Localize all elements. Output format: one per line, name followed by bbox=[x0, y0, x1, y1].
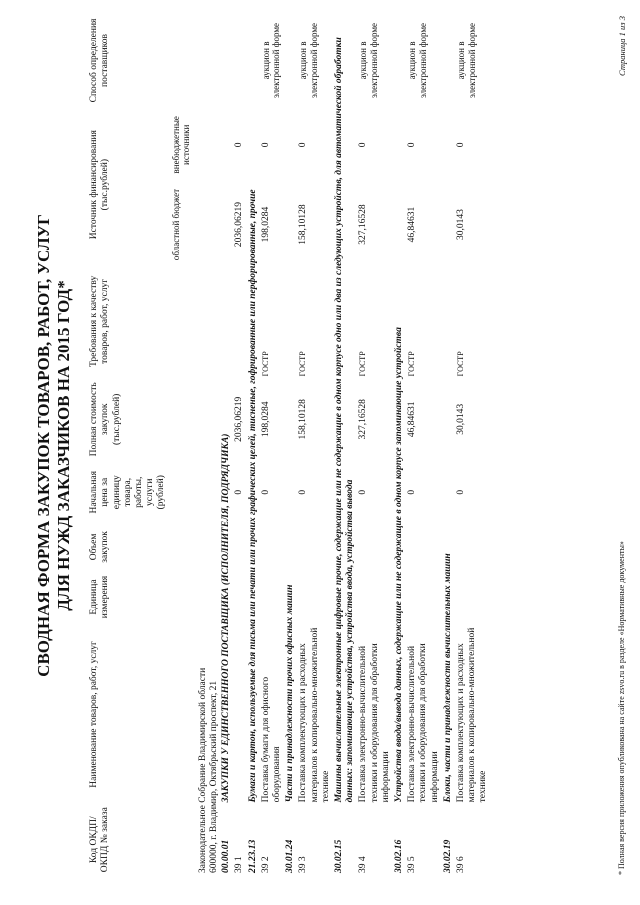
org-address-row bbox=[209, 16, 220, 875]
item-requirements: ГОСТР bbox=[407, 351, 417, 377]
group-heading-row bbox=[284, 16, 297, 875]
unit-cell bbox=[406, 570, 442, 625]
item-requirements: ГОСТР bbox=[358, 351, 368, 377]
item-regional: 46,84631 bbox=[407, 206, 418, 243]
unit-cell bbox=[260, 570, 284, 625]
group-title: Части и принадлежности прочих офисных машин bbox=[285, 584, 296, 803]
header-total: Полная стоимость закупок (тыс.рублей) bbox=[89, 382, 122, 457]
table-subheader-row bbox=[170, 16, 198, 875]
item-regional: 30,0143 bbox=[456, 209, 466, 240]
item-price: 0 bbox=[260, 489, 271, 495]
group-heading-row bbox=[333, 16, 357, 875]
group-heading-row bbox=[393, 16, 406, 875]
item-requirements: ГОСТР bbox=[456, 351, 465, 377]
table-row bbox=[455, 16, 491, 875]
item-requirements: ГОСТР bbox=[298, 351, 308, 377]
group-code: 21.23.13 bbox=[247, 839, 258, 873]
org-address: 600000, г. Владимир, Октябрьский проспект, 21 bbox=[208, 680, 219, 873]
item-method: аукцион в электронной форме bbox=[456, 22, 477, 99]
org-name: Законодательное Собрание Владимирской области bbox=[197, 667, 208, 873]
header-name: Наименование товаров, работ, услуг bbox=[89, 641, 100, 788]
group-code: 30.02.16 bbox=[393, 839, 404, 873]
page-number: Страница 1 из 3 bbox=[616, 16, 627, 76]
group-heading-row bbox=[442, 16, 455, 875]
header-source-extra: внебюджетные источники bbox=[170, 116, 192, 174]
item-name: Поставка электронно-вычислительной техники и оборудования для обработки информации bbox=[358, 643, 391, 803]
item-regional: 327,16528 bbox=[358, 204, 369, 245]
unit-cell bbox=[357, 570, 393, 625]
item-price: 0 bbox=[456, 489, 466, 495]
header-source-regional: областной бюджет bbox=[170, 188, 181, 261]
item-name: Поставка бумаги для офисного оборудования bbox=[260, 676, 282, 803]
order-number: 39 5 bbox=[407, 856, 418, 873]
volume-cell bbox=[406, 524, 442, 570]
footer bbox=[617, 16, 626, 875]
main-section-row bbox=[220, 16, 233, 875]
item-price: 0 bbox=[358, 489, 369, 495]
item-extra: 0 bbox=[358, 142, 369, 148]
header-unit: Единица измерения bbox=[89, 575, 111, 619]
order-number: 39 3 bbox=[298, 856, 309, 873]
table-row bbox=[357, 16, 393, 875]
item-total: 46,84631 bbox=[407, 401, 418, 438]
item-name: Поставка комплектующих и расходных материалов к копировально-множительной технике bbox=[456, 627, 489, 803]
item-total: 327,16528 bbox=[358, 399, 369, 440]
main-section-total: 2036,06219 bbox=[234, 396, 245, 442]
volume-cell bbox=[260, 524, 284, 570]
item-total: 158,10128 bbox=[298, 399, 309, 440]
item-method: аукцион в электронной форме bbox=[407, 22, 428, 99]
footer-note: * Полная версия приложения опубликована на сайте zsvo.ru в разделе «Нормативные документы» bbox=[616, 541, 626, 875]
main-section-values-row bbox=[233, 16, 246, 875]
item-price: 0 bbox=[407, 489, 418, 495]
item-extra: 0 bbox=[260, 142, 271, 148]
group-code: 30.02.15 bbox=[333, 839, 344, 873]
item-extra: 0 bbox=[456, 142, 466, 148]
table-row bbox=[260, 16, 284, 875]
item-total: 30,0143 bbox=[456, 403, 466, 435]
item-regional: 198,0284 bbox=[260, 206, 271, 243]
group-heading-row bbox=[247, 16, 260, 875]
procurement-table bbox=[88, 16, 491, 875]
table-row bbox=[406, 16, 442, 875]
item-extra: 0 bbox=[407, 142, 418, 148]
header-requirements: Требования к качеству товаров, работ, услуг bbox=[89, 275, 111, 368]
group-title: Машины вычислительные электронные цифровые прочие, содержащие или не содержащие в одном корпусе одно или два из следующих устройств, для автоматической обработки данных: запоминающие устройства, устройства ввода, устройства вывода bbox=[333, 37, 356, 803]
item-total: 198,0284 bbox=[260, 401, 271, 438]
item-method: аукцион в электронной форме bbox=[358, 22, 379, 99]
group-title: Бумаги и картон, используемые для письма или печати или прочих графических целей, тисненые, гофрированные или перфорированные, прочие bbox=[247, 189, 258, 803]
title-line-1: СВОДНАЯ ФОРМА ЗАКУПОК ТОВАРОВ, РАБОТ, УСЛУГ bbox=[34, 214, 53, 677]
title-line-2: ДЛЯ НУЖД ЗАКАЗЧИКОВ НА 2015 ГОД* bbox=[54, 280, 74, 611]
header-source: Источник финансирования (тыс.рублей) bbox=[89, 130, 111, 240]
group-title: Устройства ввода/вывода данных, содержащие или не содержащие в одном корпусе запоминающие устройства bbox=[393, 327, 404, 803]
order-number: 39 4 bbox=[358, 856, 369, 873]
main-section-order: 39 1 bbox=[234, 856, 245, 873]
unit-cell bbox=[455, 570, 491, 625]
order-number: 39 2 bbox=[260, 856, 271, 873]
header-volume: Объем закупок bbox=[89, 531, 111, 563]
header-code: Код ОКДП/ ОКПД № заказа bbox=[89, 807, 111, 873]
order-number: 39 6 bbox=[456, 856, 466, 873]
group-code: 30.01.24 bbox=[285, 839, 296, 873]
item-requirements: ГОСТР bbox=[260, 351, 270, 377]
header-price: Начальная цена за единицу товара, работы, услуги (рублей) bbox=[89, 470, 167, 514]
document-title bbox=[34, 16, 74, 875]
main-section-code: 00.00.01 bbox=[221, 839, 232, 873]
main-section-extra: 0 bbox=[234, 142, 245, 148]
group-title: Блоки, части и принадлежности вычислительных машин bbox=[442, 553, 453, 803]
item-price: 0 bbox=[298, 489, 309, 495]
volume-cell bbox=[357, 524, 393, 570]
volume-cell bbox=[455, 524, 491, 570]
item-name: Поставка комплектующих и расходных материалов к копировально-множительной технике bbox=[298, 627, 331, 803]
item-method: аукцион в электронной форме bbox=[260, 22, 282, 99]
main-section-regional: 2036,06219 bbox=[234, 201, 245, 248]
item-name: Поставка электронно-вычислительной техники и оборудования для обработки информации bbox=[407, 643, 440, 803]
volume-cell bbox=[297, 524, 333, 570]
org-name-row bbox=[198, 16, 209, 875]
main-section-title: ЗАКУПКИ У ЕДИНСТВЕННОГО ПОСТАВЩИКА (ИСПОЛНИТЕЛЯ, ПОДРЯДЧИКА) bbox=[221, 433, 232, 803]
item-extra: 0 bbox=[298, 142, 309, 148]
main-section-price: 0 bbox=[234, 489, 245, 495]
table-header-row bbox=[88, 16, 169, 875]
item-method: аукцион в электронной форме bbox=[298, 22, 319, 99]
group-code: 30.02.19 bbox=[442, 839, 453, 873]
unit-cell bbox=[297, 570, 333, 625]
table-row bbox=[297, 16, 333, 875]
item-regional: 158,10128 bbox=[298, 204, 309, 245]
header-method: Способ определения поставщиков bbox=[89, 18, 111, 103]
